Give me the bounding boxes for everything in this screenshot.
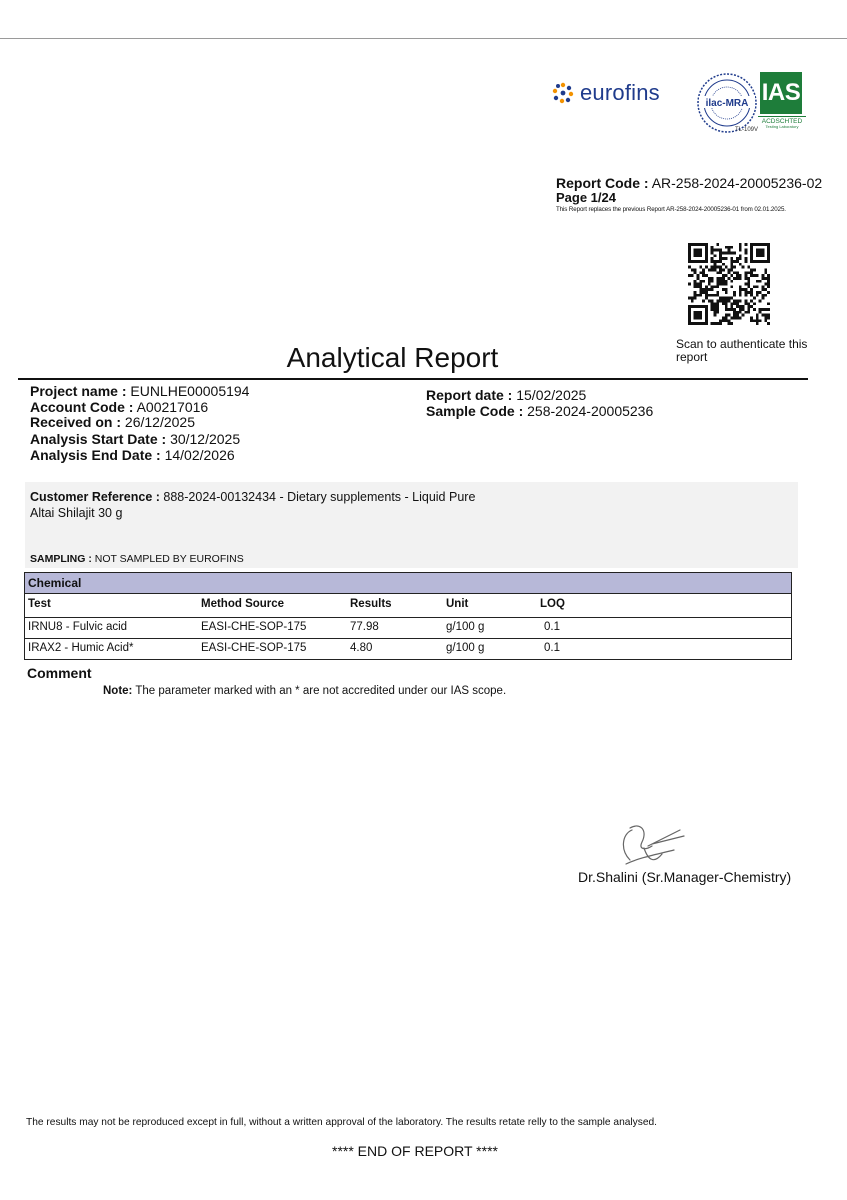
qr-caption: Scan to authenticate this report (676, 337, 808, 364)
page-title: Analytical Report (286, 342, 499, 373)
column-header: Method Source (201, 598, 285, 610)
report-code (556, 175, 822, 191)
title-rule (18, 378, 808, 380)
eurofins-logo (552, 80, 660, 106)
table-cell: g/100 g (446, 642, 485, 654)
table-cell: 77.98 (350, 621, 379, 633)
results-table (24, 572, 792, 660)
column-header: Unit (446, 598, 469, 610)
sampling-value: NOT SAMPLED BY EUROFINS (94, 553, 244, 565)
sampling-label: SAMPLING : (30, 553, 92, 565)
ilac-mra-logo (696, 72, 758, 134)
signature-image (618, 820, 690, 868)
customer-reference-label: Customer Reference : (30, 490, 160, 504)
qr-code-icon[interactable] (688, 243, 770, 325)
signatory-name: Dr.Shalini (Sr.Manager-Chemistry) (578, 869, 792, 885)
meta-value: EUNLHE00005194 (130, 383, 250, 399)
meta-project-name (30, 383, 249, 399)
footer-disclaimer: The results may not be reproduced except in full, without a written approval of the laboratory. The results retate relly to the sample analysed. (26, 1117, 658, 1128)
meta-label: Report date : (426, 387, 513, 403)
table-cell: 0.1 (544, 642, 560, 654)
meta-value: 14/02/2026 (164, 447, 235, 463)
sampling (30, 553, 244, 565)
meta-value: 258-2024-20005236 (527, 403, 654, 419)
meta-sample-code (426, 403, 653, 419)
column-header: LOQ (540, 598, 565, 610)
meta-label: Analysis End Date : (30, 447, 161, 463)
top-rule (0, 38, 847, 39)
table-row (25, 639, 791, 659)
meta-account-code (30, 399, 208, 415)
ias-subtext: ACDSCHTED (758, 116, 806, 125)
meta-received-on (30, 414, 195, 430)
meta-label: Sample Code : (426, 403, 524, 419)
comment-note (103, 685, 506, 697)
qr-modules (688, 243, 770, 325)
eurofins-dots-icon (552, 82, 574, 104)
replaces-note: This Report replaces the previous Report AR-258-2024-20005236-01 from 02.01.2025. (556, 206, 786, 213)
meta-label: Project name : (30, 383, 127, 399)
meta-value: A00217016 (136, 399, 209, 415)
meta-analysis-end (30, 447, 235, 463)
ias-subtext-small: Testing Laboratory (765, 124, 799, 129)
customer-reference (30, 489, 490, 521)
meta-analysis-start (30, 431, 240, 447)
table-cell: 4.80 (350, 642, 373, 654)
end-of-report: **** END OF REPORT **** (332, 1143, 498, 1159)
table-row (25, 618, 791, 639)
table-cell: g/100 g (446, 621, 485, 633)
note-label: Note: (103, 685, 133, 697)
meta-label: Received on : (30, 414, 122, 430)
report-code-value: AR-258-2024-20005236-02 (651, 175, 823, 191)
column-header: Results (350, 598, 392, 610)
page-number: Page 1/24 (556, 190, 616, 205)
ilac-code: TL-109V (735, 127, 759, 133)
ias-logo: IAS (760, 72, 802, 114)
table-cell: IRNU8 - Fulvic acid (28, 621, 128, 633)
ilac-text: ilac-MRA (705, 98, 749, 109)
meta-value: 30/12/2025 (170, 431, 241, 447)
meta-label: Account Code : (30, 399, 134, 415)
report-code-label: Report Code : (556, 175, 649, 191)
table-cell: EASI-CHE-SOP-175 (201, 642, 307, 654)
customer-reference-value: 888-2024-00132434 - Dietary supplements - Liquid Pure Altai Shilajit 30 g (30, 490, 476, 520)
note-text: The parameter marked with an * are not accredited under our IAS scope. (135, 685, 507, 697)
meta-label: Analysis Start Date : (30, 431, 167, 447)
meta-report-date (426, 387, 586, 403)
table-cell: 0.1 (544, 621, 560, 633)
table-header-row (25, 594, 791, 618)
meta-value: 26/12/2025 (124, 414, 195, 430)
comment-heading: Comment (27, 665, 92, 681)
column-header: Test (28, 598, 51, 610)
table-section-header: Chemical (25, 573, 791, 594)
meta-value: 15/02/2025 (516, 387, 587, 403)
table-cell: EASI-CHE-SOP-175 (201, 621, 307, 633)
table-cell: IRAX2 - Humic Acid* (28, 642, 134, 654)
eurofins-wordmark: eurofins (580, 80, 660, 105)
